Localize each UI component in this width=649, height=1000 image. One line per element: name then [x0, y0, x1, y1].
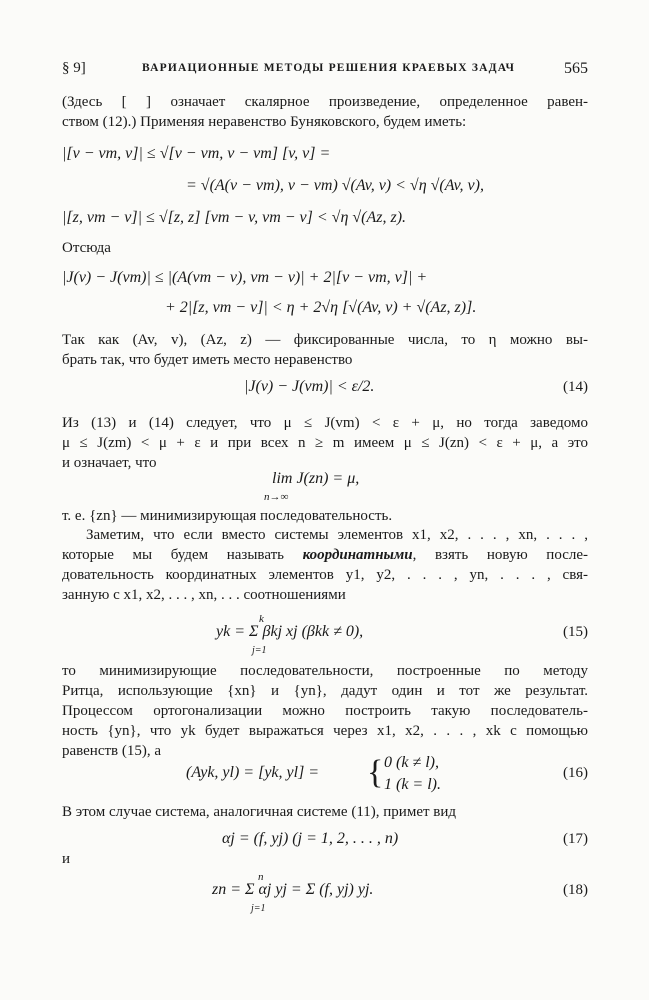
- equation-14: |J(v) − J(vm)| < ε/2.: [244, 378, 375, 395]
- text-line: Так как (Av, v), (Az, z) — фиксированные числа, то η можно вы-: [62, 332, 588, 348]
- text-line: (Здесь [ ] означает скалярное произведение, определенное равен-: [62, 94, 588, 110]
- case-line: 1 (k = l).: [384, 776, 441, 793]
- sum-upper-limit: k: [259, 613, 264, 625]
- text-line: [62, 545, 588, 565]
- equation-15: yk = Σ βkj xj (βkk ≠ 0),: [216, 623, 364, 640]
- text-line: брать так, что будет иметь место неравенство: [62, 352, 353, 368]
- section-marker: § 9]: [62, 60, 86, 76]
- text-line: Процессом ортогонализации можно построить такую последователь-: [62, 703, 588, 719]
- text-line: ность {yn}, что yk будет выражаться через x1, x2, . . . , xk с помощью: [62, 723, 588, 739]
- running-header: [62, 60, 588, 82]
- text-line: и означает, что: [62, 455, 157, 471]
- sum-upper-limit: n: [258, 871, 264, 883]
- text-line: Ритца, использующие {xn} и {yn}, дадут один и тот же результат.: [62, 683, 588, 699]
- equation-number: (14): [563, 379, 588, 395]
- text-line: равенств (15), а: [62, 743, 162, 759]
- text-line: занную с x1, x2, . . . , xn, . . . соотношениями: [62, 587, 346, 603]
- equation-18: zn = Σ αj yj = Σ (f, yj) yj.: [212, 881, 374, 898]
- text-line: ством (12).) Применяя неравенство Буняковского, будем иметь:: [62, 114, 467, 130]
- text-fragment: , взять новую после-: [412, 547, 588, 563]
- equation-16: (Ayk, yl) = [yk, yl] =: [186, 764, 320, 781]
- text-line: μ ≤ J(zm) < μ + ε и при всех n ≥ m имеем μ ≤ J(zn) < ε + μ, а это: [62, 435, 588, 451]
- page-number: 565: [564, 60, 588, 77]
- text-line: т. е. {zn} — минимизирующая последовательность.: [62, 508, 393, 524]
- equation-line: + 2|[z, vm − v]| < η + 2√η [√(Av, v) + √(Az, z)].: [165, 299, 477, 316]
- text-line: Из (13) и (14) следует, что μ ≤ J(vm) < ε + μ, но тогда заведомо: [62, 415, 588, 431]
- equation-number: (17): [563, 831, 588, 847]
- text-line: В этом случае система, аналогичная системе (11), примет вид: [62, 804, 457, 820]
- running-title: ВАРИАЦИОННЫЕ МЕТОДЫ РЕШЕНИЯ КРАЕВЫХ ЗАДАЧ: [142, 62, 516, 74]
- sum-lower-limit: j=1: [252, 645, 267, 656]
- equation-line: |[z, vm − v]| ≤ √[z, z] [vm − v, vm − v] < √η √(Az, z).: [62, 209, 407, 226]
- equation-line: |[v − vm, v]| ≤ √[v − vm, v − vm] [v, v] =: [62, 145, 331, 162]
- text-line: Отсюда: [62, 240, 111, 256]
- equation-number: (16): [563, 765, 588, 781]
- equation-number: (18): [563, 882, 588, 898]
- equation-number: (15): [563, 624, 588, 640]
- case-line: 0 (k ≠ l),: [384, 754, 439, 771]
- equation-17: αj = (f, yj) (j = 1, 2, . . . , n): [222, 830, 399, 847]
- text-line: и: [62, 851, 71, 867]
- limit-equation: lim J(zn) = μ,: [272, 470, 360, 487]
- text-line: довательность координатных элементов y1, y2, . . . , yn, . . . , свя-: [62, 567, 588, 583]
- equation-line: |J(v) − J(vm)| ≤ |(A(vm − v), vm − v)| + 2|[v − vm, v]| +: [62, 269, 428, 286]
- brace-symbol: {: [367, 754, 384, 791]
- equation-line: = √(A(v − vm), v − vm) √(Av, v) < √η √(Av, v),: [186, 177, 484, 194]
- text-fragment: которые мы будем называть: [62, 547, 303, 563]
- sum-lower-limit: j=1: [251, 903, 266, 914]
- text-line: то минимизирующие последовательности, построенные по методу: [62, 663, 588, 679]
- limit-subscript: n→∞: [264, 491, 289, 503]
- text-line: Заметим, что если вместо системы элементов x1, x2, . . . , xn, . . . ,: [86, 527, 588, 543]
- emphasis-term: координатными: [302, 547, 413, 563]
